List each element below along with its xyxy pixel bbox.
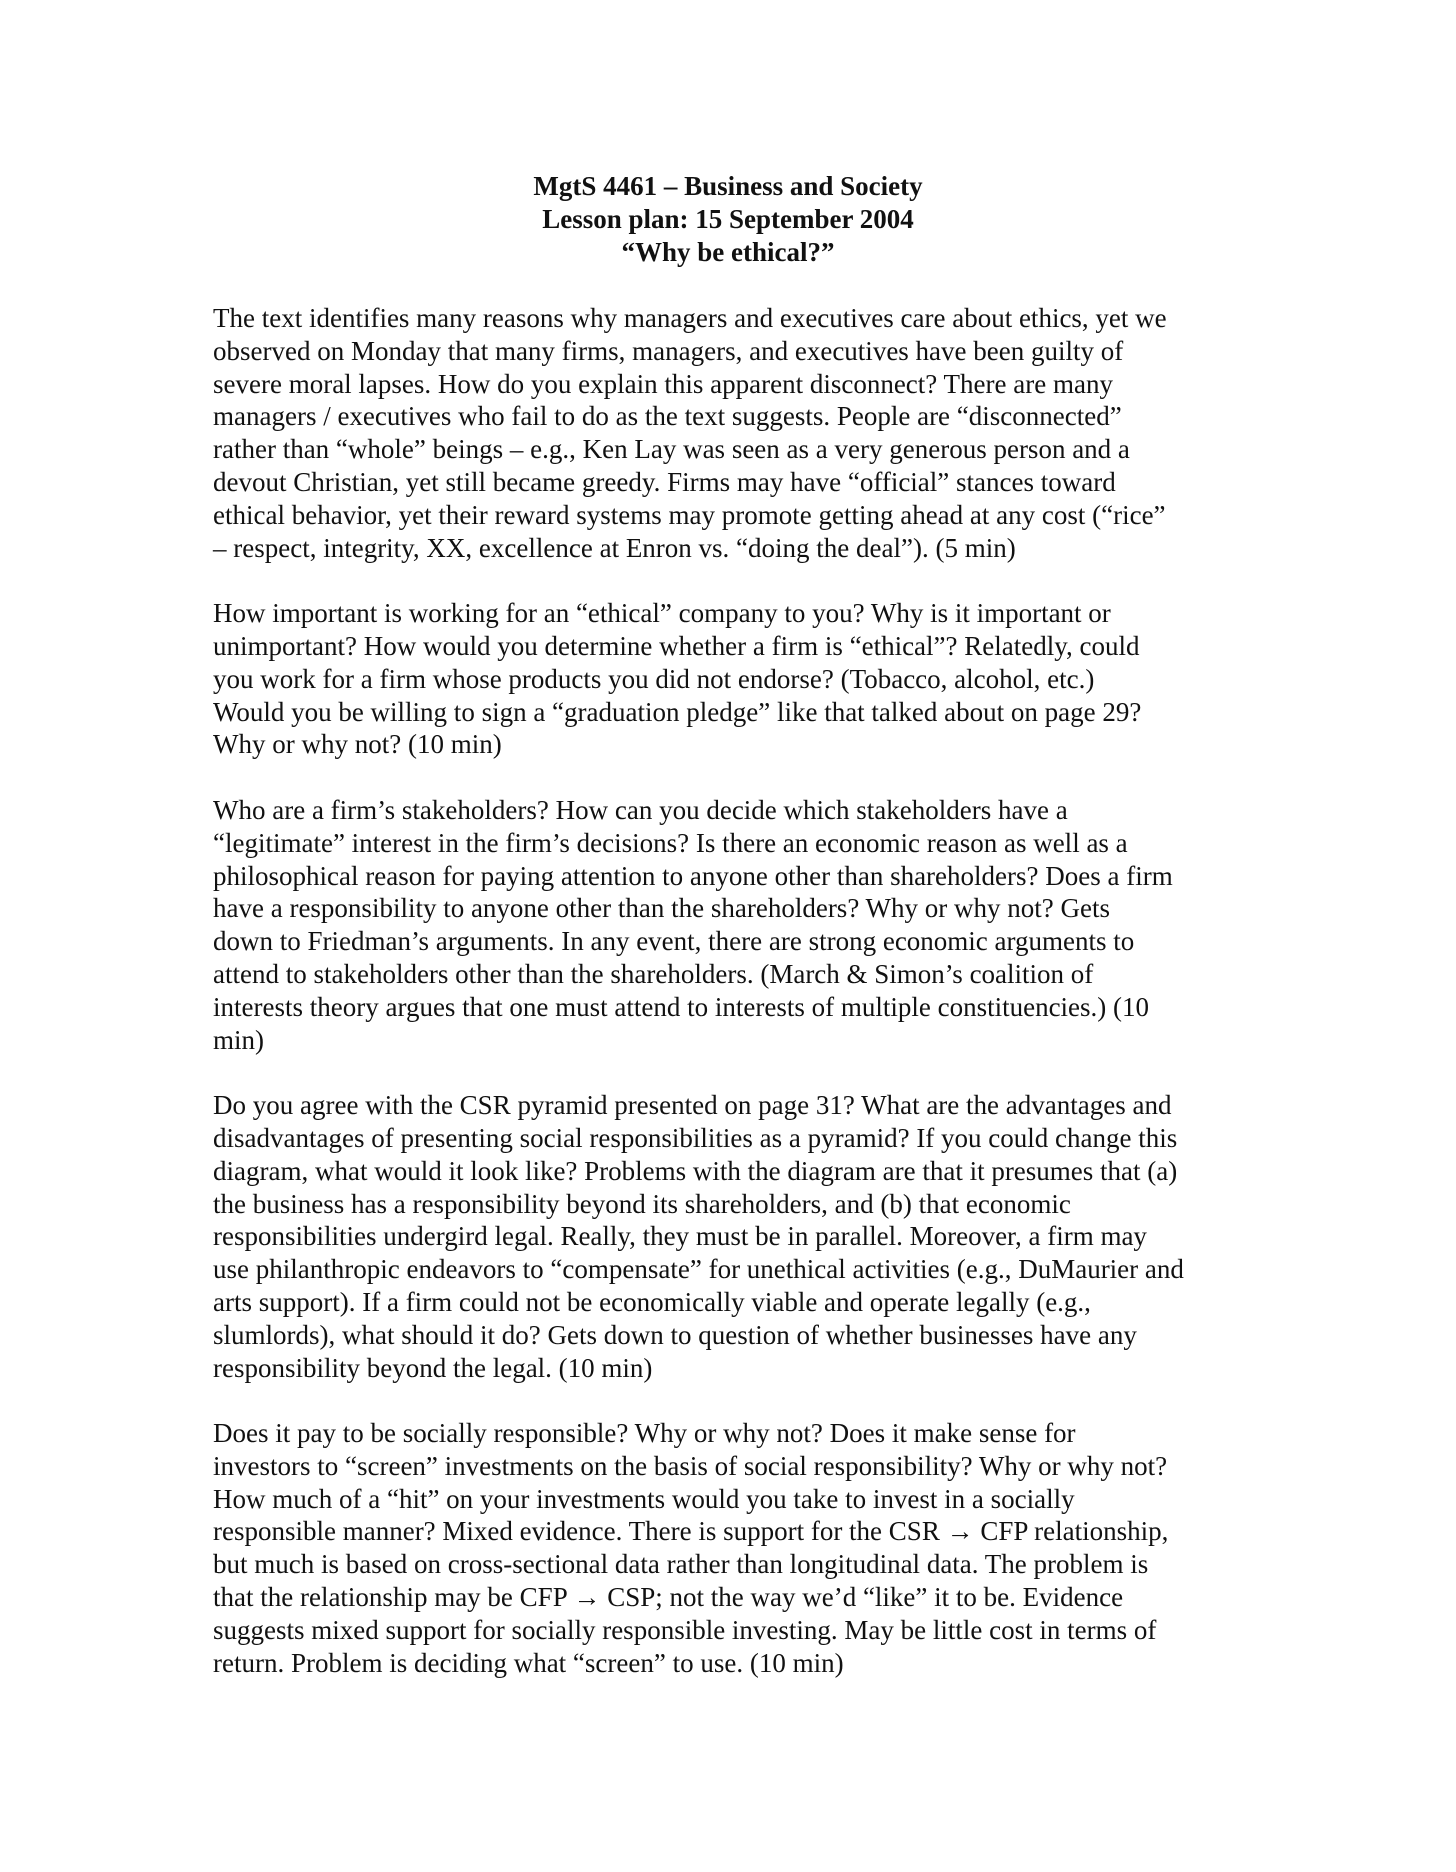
text-line: interests theory argues that one must attend to interests of multiple constituencies.) (10 — [213, 991, 1150, 1022]
lesson-date: Lesson plan: 15 September 2004 — [542, 204, 914, 234]
text-line: responsible manner? Mixed evidence. There is support for the CSR → CFP relationship, — [213, 1516, 1169, 1547]
text-line: rather than “whole” beings – e.g., Ken Lay was seen as a very generous person and a — [213, 434, 1130, 465]
text-line: slumlords), what should it do? Gets down to question of whether businesses have any — [213, 1319, 1137, 1350]
text-line: How important is working for an “ethical” company to you? Why is it important or — [213, 598, 1111, 629]
text-line: Does it pay to be socially responsible? Why or why not? Does it make sense for — [213, 1418, 1076, 1449]
text-line: How much of a “hit” on your investments would you take to invest in a socially — [213, 1483, 1075, 1514]
text-line: suggests mixed support for socially responsible investing. May be little cost in terms of — [213, 1614, 1157, 1645]
lesson-question: “Why be ethical?” — [621, 237, 835, 267]
text-line: disadvantages of presenting social responsibilities as a pyramid? If you could change this — [213, 1122, 1178, 1153]
text-line: have a responsibility to anyone other than the shareholders? Why or why not? Gets — [213, 893, 1111, 924]
text-line: managers / executives who fail to do as the text suggests. People are “disconnected” — [213, 401, 1122, 432]
course-title: MgtS 4461 – Business and Society — [533, 171, 923, 201]
text-line: philosophical reason for paying attention to anyone other than shareholders? Does a firm — [213, 860, 1173, 891]
text-line: “legitimate” interest in the firm’s decisions? Is there an economic reason as well as a — [213, 827, 1128, 858]
text-line: responsibilities undergird legal. Really, they must be in parallel. Moreover, a firm may — [213, 1221, 1147, 1252]
text-line: but much is based on cross-sectional data rather than longitudinal data. The problem is — [213, 1549, 1149, 1580]
text-line: unimportant? How would you determine whether a firm is “ethical”? Relatedly, could — [213, 630, 1140, 661]
text-line: return. Problem is deciding what “screen” to use. (10 min) — [213, 1647, 844, 1678]
paragraph-ethical-company — [213, 597, 1248, 761]
paragraph-stakeholders — [213, 794, 1248, 1056]
text-line: arts support). If a firm could not be economically viable and operate legally (e.g., — [213, 1286, 1091, 1317]
paragraph-reasons — [213, 302, 1248, 564]
paragraph-social-responsibility-pay — [213, 1417, 1248, 1679]
text-line: that the relationship may be CFP → CSP; not the way we’d “like” it to be. Evidence — [213, 1582, 1124, 1613]
text-line: Who are a firm’s stakeholders? How can you decide which stakeholders have a — [213, 794, 1068, 825]
text-line: down to Friedman’s arguments. In any event, there are strong economic arguments to — [213, 926, 1135, 957]
text-line: responsibility beyond the legal. (10 min) — [213, 1352, 653, 1383]
document-header — [0, 170, 1456, 269]
text-line: min) — [213, 1024, 264, 1055]
text-line: the business has a responsibility beyond its shareholders, and (b) that economic — [213, 1188, 1071, 1219]
text-line: – respect, integrity, XX, excellence at Enron vs. “doing the deal”). (5 min) — [213, 532, 1016, 563]
text-line: severe moral lapses. How do you explain this apparent disconnect? There are many — [213, 368, 1113, 399]
text-line: investors to “screen” investments on the basis of social responsibility? Why or why not? — [213, 1450, 1168, 1481]
text-line: devout Christian, yet still became greedy. Firms may have “official” stances toward — [213, 466, 1116, 497]
text-line: The text identifies many reasons why managers and executives care about ethics, yet we — [213, 303, 1167, 333]
text-line: observed on Monday that many firms, managers, and executives have been guilty of — [213, 335, 1124, 366]
text-line: diagram, what would it look like? Problems with the diagram are that it presumes that (a) — [213, 1155, 1178, 1186]
text-line: Why or why not? (10 min) — [213, 729, 502, 760]
text-line: use philanthropic endeavors to “compensate” for unethical activities (e.g., DuMaurier and — [213, 1254, 1184, 1285]
paragraph-csr-pyramid — [213, 1089, 1248, 1384]
text-line: Would you be willing to sign a “graduation pledge” like that talked about on page 29? — [213, 696, 1142, 727]
text-line: Do you agree with the CSR pyramid presented on page 31? What are the advantages and — [213, 1090, 1172, 1121]
text-line: attend to stakeholders other than the shareholders. (March & Simon’s coalition of — [213, 958, 1094, 989]
document-body — [213, 302, 1248, 1712]
text-line: ethical behavior, yet their reward systems may promote getting ahead at any cost (“rice” — [213, 499, 1166, 530]
text-line: you work for a firm whose products you did not endorse? (Tobacco, alcohol, etc.) — [213, 663, 1095, 694]
